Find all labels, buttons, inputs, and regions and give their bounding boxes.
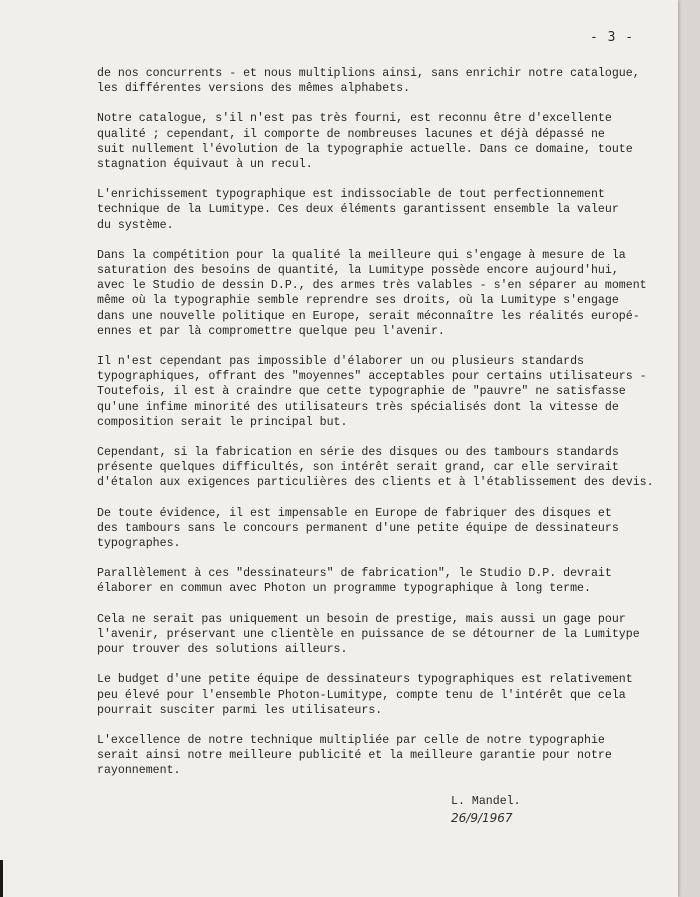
paragraph: L'excellence de notre technique multipliée par celle de notre typographie serait ainsi notre meilleure publicité et la meilleure garantie pour notre rayonnement. <box>97 733 612 778</box>
paragraph: L'enrichissement typographique est indissociable de tout perfectionnement technique de la Lumitype. Ces deux éléments garantissent ensemble la valeur du système. <box>97 188 619 232</box>
signature-date: 26/9/1967 <box>451 811 513 825</box>
paragraph: De toute évidence, il est impensable en Europe de fabriquer des disques et des tambours sans le concours permanent d'une petite équipe de dessinateurs typographes. <box>97 506 619 551</box>
paragraph: Cela ne serait pas uniquement un besoin de prestige, mais aussi un gage pour l'avenir, préservant une clientèle en puissance de se détourner de la Lumitype pour trouver des solutions ailleurs. <box>97 612 640 657</box>
paragraph: Parallèlement à ces "dessinateurs" de fabrication", le Studio D.P. devrait élaborer en commun avec Photon un programme typographique à long terme. <box>97 567 612 596</box>
paragraph: Il n'est cependant pas impossible d'élaborer un ou plusieurs standards typographiques, offrant des "moyennes" acceptables pour certains utilisateurs - Toutefois, il est à craindre que cette typographie de "pauvre" ne satisfasse qu'une infime minorité des utilisateurs très spécialisés dont la vitesse de composition serait le principal but. <box>97 355 647 429</box>
paragraph: Notre catalogue, s'il n'est pas très fourni, est reconnu être d'excellente qualité ; cependant, il comporte de nombreuses lacunes et déjà dépassé ne suit nullement l'évolution de la typographie actuelle. Dans ce domaine, toute stagnation équivaut à un recul. <box>97 112 633 172</box>
signature-block <box>451 794 521 826</box>
paragraph: Le budget d'une petite équipe de dessinateurs typographiques est relativement peu élevé pour l'ensemble Photon-Lumitype, compte tenu de l'intérêt que cela pourrait susciter parmi les utilisateurs. <box>97 673 633 717</box>
paragraph: Cependant, si la fabrication en série des disques ou des tambours standards présente quelques difficultés, son intérêt serait grand, car elle servirait d'étalon aux exigences particulières des clients et à l'établissement des devis. <box>97 446 654 490</box>
signature-name: L. Mandel. <box>451 795 521 808</box>
paragraph: Dans la compétition pour la qualité la meilleure qui s'engage à mesure de la saturation des besoins de quantité, la Lumitype possède encore aujourd'hui, avec le Studio de dessin D.P., des armes très valables - s'en séparer au moment même où la typographie semble reprendre ses droits, où la Lumitype s'engage dans une nouvelle politique en Europe, serait méconnaître les réalités europé- ennes et par là compromettre quelque peu l'avenir. <box>97 248 647 338</box>
document-body <box>97 66 667 794</box>
paragraph: de nos concurrents - et nous multiplions ainsi, sans enrichir notre catalogue, les différentes versions des mêmes alphabets. <box>97 67 640 96</box>
scan-edge-mark <box>0 860 3 897</box>
page-number: - 3 - <box>590 30 635 45</box>
